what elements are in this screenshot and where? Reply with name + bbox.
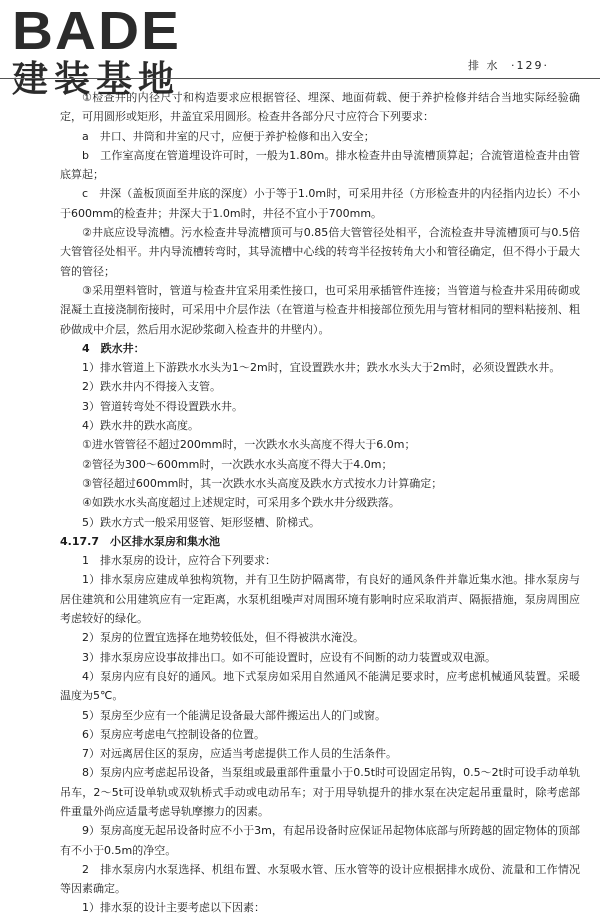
paragraph: 2 排水泵房内水泵选择、机组布置、水泵吸水管、压水管等的设计应根据排水成份、流量和工作情况等因素确定。 <box>60 862 580 896</box>
paragraph: ①进水管管径不超过200mm时，一次跌水水头高度不得大于6.0m； <box>82 438 416 452</box>
paragraph: 1）排水泵房应建成单独构筑物，并有卫生防护隔离带，有良好的通风条件并靠近集水池。排水泵房与居住建筑和公用建筑应有一定距离，水泵机组噪声对周围环境有影响时应采取消声、隔振措施，泵房周围应考虑较好的绿化。 <box>60 573 580 626</box>
running-header <box>468 57 555 73</box>
paragraph: 4.17.7 小区排水泵房和集水池 <box>60 534 220 548</box>
header-divider <box>0 78 600 79</box>
paragraph: 4）跌水井的跌水高度。 <box>82 419 199 433</box>
section-title: 排 水 <box>468 59 500 72</box>
paragraph: 6）泵房应考虑电气控制设备的位置。 <box>82 727 265 741</box>
paragraph: ③采用塑料管时，管道与检查井宜采用柔性接口，也可采用承插管件连接；当管道与检查井采用砖砌或混凝土直接浇制衔接时，可采用中介层作法（在管道与检查井相接部位预先用与管材相同的塑料粘接剂、粗砂做成中介层，然后用水泥砂浆砌入检查井的井壁内）。 <box>60 283 580 336</box>
paragraph: b 工作室高度在管道埋设许可时，一般为1.80m。排水检查井由导流槽顶算起；合流管道检查井由管底算起； <box>60 148 580 182</box>
logo-wordmark: BADE <box>12 1 182 61</box>
page-body <box>60 88 580 918</box>
paragraph: ③管径超过600mm时，其一次跌水水头高度及跌水方式按水力计算确定； <box>82 476 443 490</box>
paragraph: ②管径为300～600mm时，一次跌水水头高度不得大于4.0m； <box>82 457 393 471</box>
paragraph: ①检查井的内径尺寸和构造要求应根据管径、埋深、地面荷载、便于养护检修并结合当地实际经验确定，可用圆形或矩形，井盖宜采用圆形。检查井各部分尺寸应符合下列要求： <box>60 91 580 124</box>
paragraph: 7）对远离居住区的泵房，应适当考虑提供工作人员的生活条件。 <box>82 747 397 761</box>
paragraph: c 井深（盖板顶面至井底的深度）小于等于1.0m时，可采用井径（方形检查井的内径指内边长）不小于600mm的检查井；井深大于1.0m时，井径不宜小于700mm。 <box>60 187 580 220</box>
logo-subtitle: 建装基地 <box>12 59 181 100</box>
paragraph: 2）泵房的位置宜选择在地势较低处，但不得被洪水淹没。 <box>82 631 364 645</box>
paragraph: 4）泵房内应有良好的通风。地下式泵房如采用自然通风不能满足要求时，应考虑机械通风装置。采暖温度为5℃。 <box>60 669 580 703</box>
paragraph: 8）泵房内应考虑起吊设备，当泵组或最重部件重量小于0.5t时可设固定吊钩，0.5～2t时可设手动单轨吊车，2～5t可设单轨或双轨桥式手动或电动吊车；对于用导轨提升的排水泵在决定起吊重量时，除考虑部件重量外尚应适量考虑导轨摩擦力的因素。 <box>60 766 580 818</box>
paragraph: ④如跌水水头高度超过上述规定时，可采用多个跌水井分级跌落。 <box>82 496 400 510</box>
paragraph: ②井底应设导流槽。污水检查井导流槽顶可与0.85倍大管管径处相平，合流检查井导流槽顶可与0.5倍大管管径处相平。井内导流槽转弯时，其导流槽中心线的转弯半径按转角大小和管径确定，但不得小于最大管的管径； <box>60 226 580 278</box>
paragraph: 9）泵房高度无起吊设备时应不小于3m，有起吊设备时应保证吊起物体底部与所跨越的固定物体的顶部有不小于0.5m的净空。 <box>60 824 580 857</box>
paragraph: 1）排水泵的设计主要考虑以下因素： <box>82 901 265 915</box>
paragraph: 5）跌水方式一般采用竖管、矩形竖槽、阶梯式。 <box>82 515 320 529</box>
paragraph: 2）跌水井内不得接入支管。 <box>82 380 221 394</box>
paragraph: 5）泵房至少应有一个能满足设备最大部件搬运出人的门或窗。 <box>82 708 386 722</box>
paragraph: 3）管道转弯处不得设置跌水井。 <box>82 399 243 413</box>
page-number: ·129· <box>511 59 549 72</box>
paragraph: 3）排水泵房应设事故排出口。如不可能设置时，应设有不间断的动力装置或双电源。 <box>82 650 496 664</box>
paragraph: 1 排水泵房的设计，应符合下列要求： <box>82 554 276 568</box>
paragraph: 1）排水管道上下游跌水水头为1～2m时，宜设置跌水井；跌水水头大于2m时，必须设置跌水井。 <box>82 361 561 375</box>
paragraph: a 井口、井筒和井室的尺寸，应便于养护检修和出入安全； <box>82 129 375 143</box>
paragraph: 4 跌水井： <box>82 341 145 355</box>
